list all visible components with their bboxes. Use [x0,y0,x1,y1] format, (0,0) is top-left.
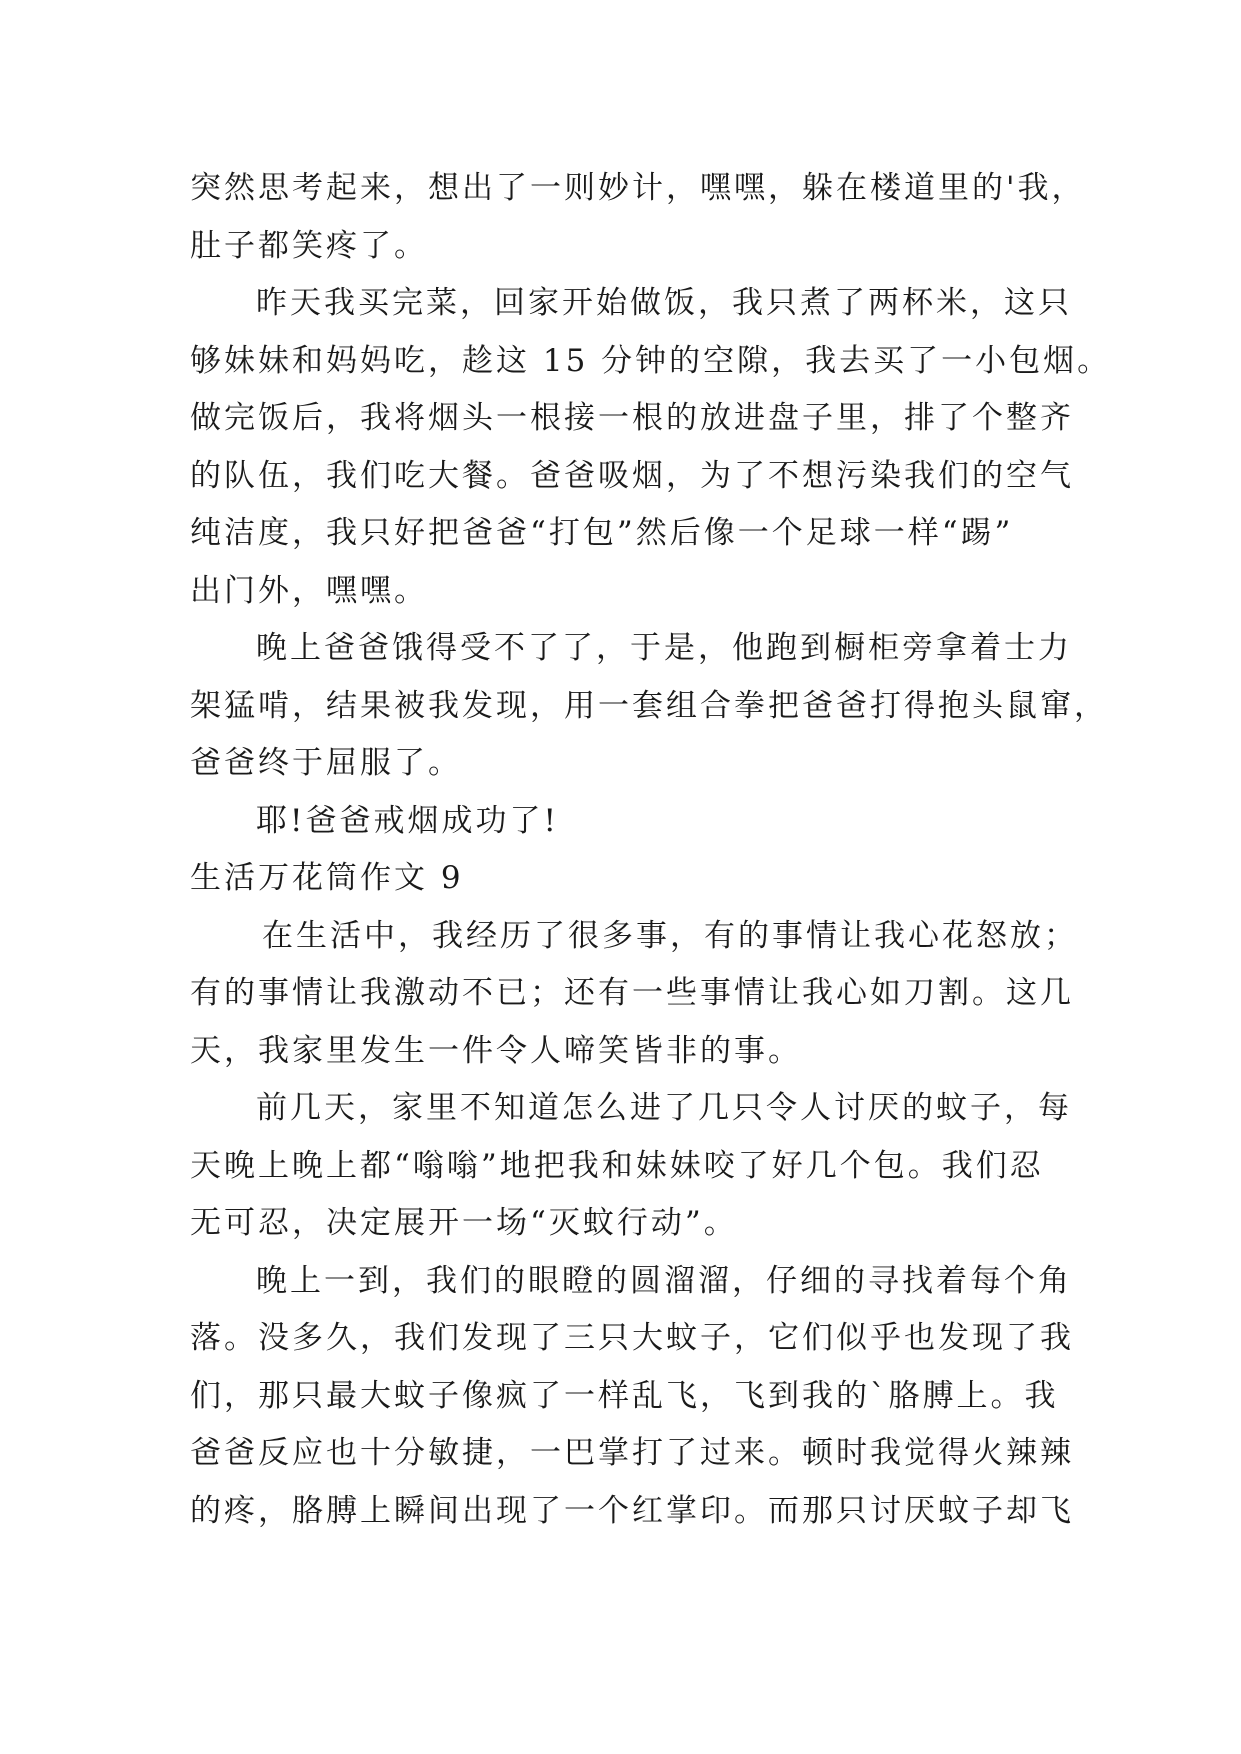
text-line: 肚子都笑疼了。 [190,227,428,264]
text-line: 天晚上晚上都“嗡嗡”地把我和妹妹咬了好几个包。我们忍 [190,1147,1044,1184]
text-line: 爸爸终于屈服了。 [190,745,462,781]
essay-heading: 生活万花筒作文 9 [190,860,464,896]
text-line: 落。没多久，我们发现了三只大蚊子，它们似乎也发现了我 [190,1320,1074,1356]
paragraph-start-line: 耶!爸爸戒烟成功了! [256,802,559,839]
text-line: 够妹妹和妈妈吃，趁这 15 分钟的空隙，我去买了一小包烟。 [190,342,1112,379]
text-line: 的队伍，我们吃大餐。爸爸吸烟，为了不想污染我们的空气 [190,457,1074,494]
text-line: 的疼，胳膊上瞬间出现了一个红掌印。而那只讨厌蚊子却飞 [190,1492,1074,1529]
essay-text [190,160,1112,1540]
text-line: 爸爸反应也十分敏捷，一巴掌打了过来。顿时我觉得火辣辣 [190,1435,1074,1471]
text-line: 无可忍，决定展开一场“灭蚊行动”。 [190,1205,738,1241]
paragraph-start-line: 昨天我买完菜，回家开始做饭，我只煮了两杯米，这只 [256,285,1072,321]
paragraph-start-line: 前几天，家里不知道怎么进了几只令人讨厌的蚊子，每 [256,1090,1072,1126]
paragraph-start-line: 晚上爸爸饿得受不了了，于是，他跑到橱柜旁拿着士力 [256,630,1072,666]
text-line: 出门外，嘿嘿。 [190,572,428,609]
text-line: 们，那只最大蚊子像疯了一样乱飞，飞到我的`胳膊上。我 [190,1377,1059,1414]
paragraph-start-line: 在生活中，我经历了很多事，有的事情让我心花怒放； [262,917,1078,954]
text-line: 纯洁度，我只好把爸爸“打包”然后像一个足球一样“踢” [190,515,1014,551]
text-line: 做完饭后，我将烟头一根接一根的放进盘子里，排了个整齐 [190,400,1074,436]
text-line: 架猛啃，结果被我发现，用一套组合拳把爸爸打得抱头鼠窜， [190,687,1108,724]
text-line: 有的事情让我激动不已；还有一些事情让我心如刀割。这几 [190,975,1074,1011]
text-line: 突然思考起来，想出了一则妙计，嘿嘿，躲在楼道里的'我， [190,170,1086,206]
paragraph-start-line: 晚上一到，我们的眼瞪的圆溜溜，仔细的寻找着每个角 [256,1262,1072,1299]
text-line: 天，我家里发生一件令人啼笑皆非的事。 [190,1032,802,1069]
